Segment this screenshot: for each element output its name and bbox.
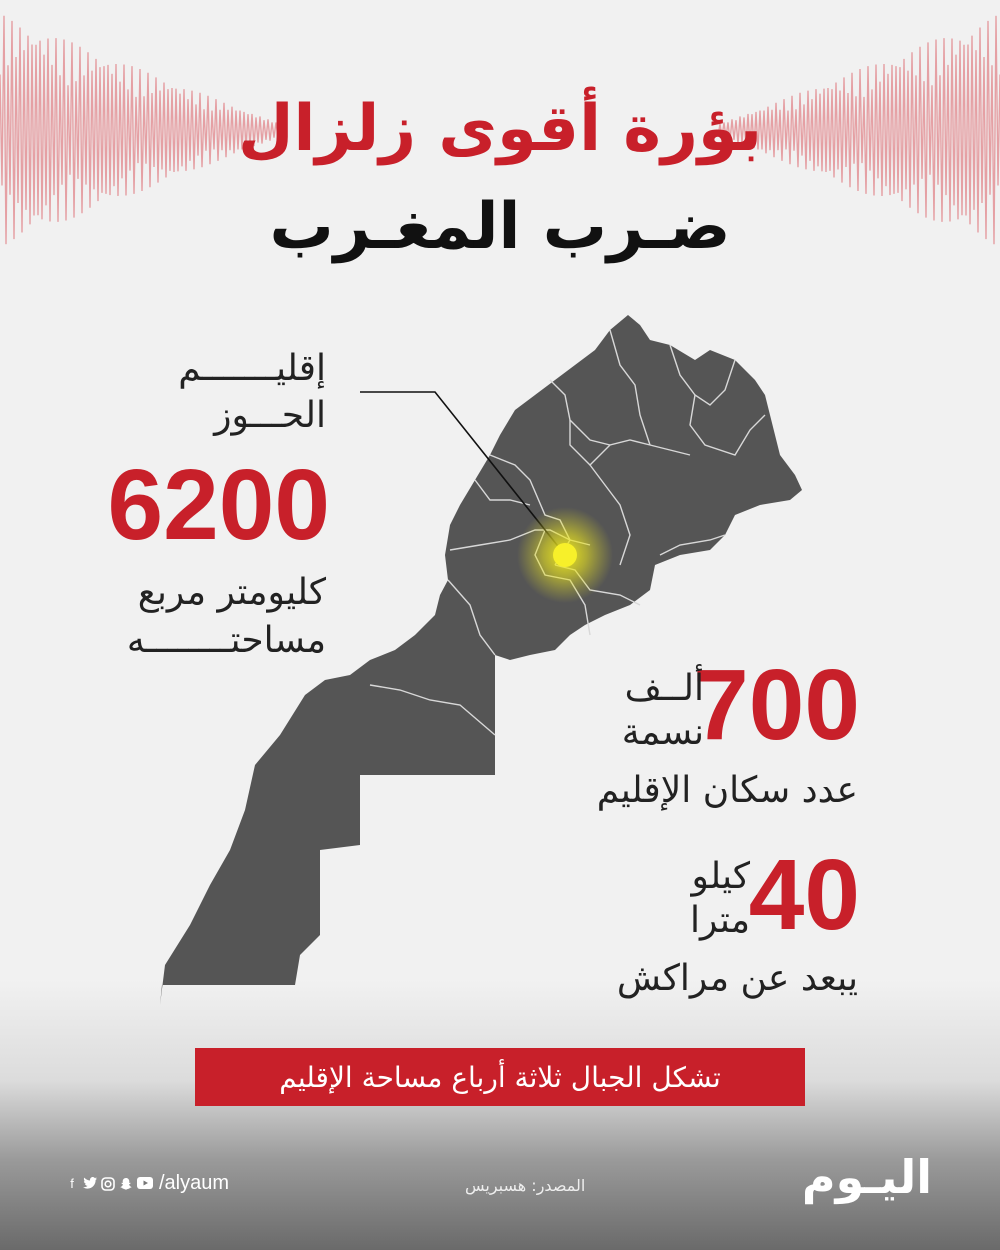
twitter-icon[interactable] [83, 1177, 97, 1191]
title-line-1: بؤرة أقوى زلزال [237, 92, 763, 166]
social-links [65, 1172, 229, 1195]
source-credit: المصدر: هسبريس [465, 1176, 586, 1195]
population-unit-2: نسمة [621, 712, 704, 753]
snapchat-icon[interactable] [119, 1177, 133, 1191]
alyaum-logo: اليـوم [801, 1150, 932, 1204]
distance-unit-2: مترا [689, 900, 750, 941]
population-caption: عدد سكان الإقليم [596, 770, 858, 811]
area-caption: مساحتــــــــه [126, 620, 326, 661]
province-label-2: الحـــوز [214, 395, 326, 436]
epicenter-dot [553, 543, 577, 567]
population-unit-1: ألــف [624, 668, 704, 709]
population-value: 700 [693, 649, 860, 761]
title-line-2: ضـرب المغـرب [269, 190, 731, 264]
area-value: 6200 [107, 449, 330, 561]
province-label-1: إقليـــــــم [178, 348, 326, 389]
distance-unit-1: كيلو [691, 856, 750, 897]
social-handle[interactable]: /alyaum [159, 1172, 230, 1194]
instagram-icon[interactable] [101, 1177, 115, 1191]
distance-value: 40 [748, 839, 860, 951]
mountains-banner: تشكل الجبال ثلاثة أرباع مساحة الإقليم [195, 1048, 805, 1106]
area-unit: كليومتر مربع [137, 572, 326, 613]
facebook-icon[interactable]: f [70, 1175, 74, 1191]
distance-caption: يبعد عن مراكش [616, 958, 858, 999]
youtube-icon[interactable] [137, 1177, 151, 1191]
